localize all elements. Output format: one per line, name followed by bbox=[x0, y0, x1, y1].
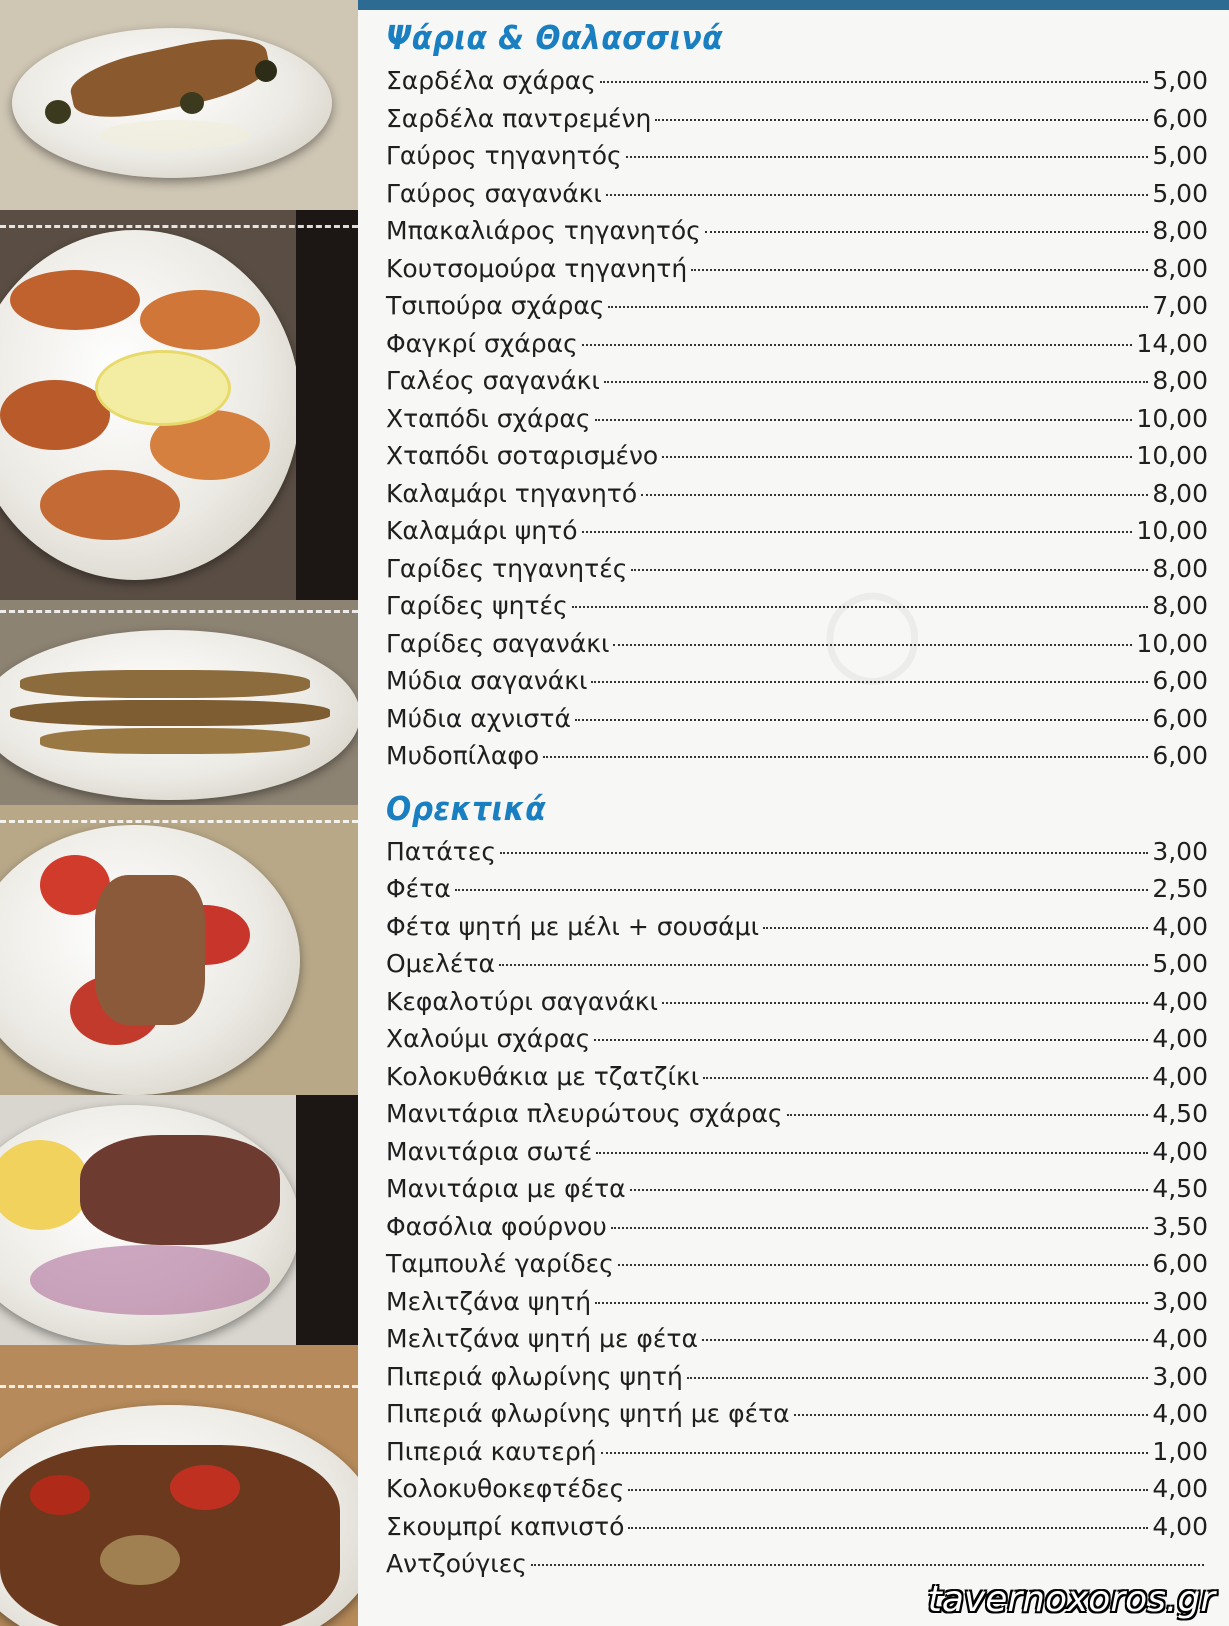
dot-leader bbox=[572, 606, 1149, 608]
menu-item-name: Μελιτζάνα ψητή bbox=[386, 1286, 592, 1316]
menu-item-price: 3,50 bbox=[1152, 1211, 1208, 1241]
menu-list bbox=[386, 833, 1208, 1583]
grilled-fish-photo bbox=[0, 0, 358, 210]
menu-item bbox=[386, 1245, 1208, 1283]
dot-leader bbox=[618, 1264, 1149, 1266]
top-bar bbox=[358, 0, 1229, 10]
dot-leader bbox=[455, 889, 1149, 891]
menu-item bbox=[386, 475, 1208, 513]
photo-divider bbox=[0, 225, 358, 228]
photo-divider bbox=[0, 820, 358, 823]
menu-item-name: Μπακαλιάρος τηγανητός bbox=[386, 216, 701, 245]
menu-item-price: 4,00 bbox=[1152, 1399, 1208, 1428]
menu-item bbox=[386, 287, 1208, 325]
menu-item-price: 4,00 bbox=[1152, 1474, 1208, 1503]
menu-item-name: Γαύρος τηγανητός bbox=[386, 141, 622, 170]
menu-item-price: 4,00 bbox=[1152, 1024, 1208, 1053]
dot-leader bbox=[662, 456, 1132, 458]
menu-item-price: 8,00 bbox=[1152, 253, 1208, 283]
menu-item-price: 8,00 bbox=[1152, 591, 1208, 620]
dot-leader bbox=[600, 81, 1148, 83]
menu-item-price: 10,00 bbox=[1136, 441, 1208, 470]
menu-section-seafood bbox=[386, 14, 1208, 775]
dot-leader bbox=[613, 644, 1132, 646]
dot-leader bbox=[606, 194, 1148, 196]
menu-item-price: 5,00 bbox=[1152, 66, 1208, 95]
menu-item-name: Γαύρος σαγανάκι bbox=[386, 178, 602, 208]
dot-leader bbox=[703, 1077, 1148, 1079]
site-watermark: tavernoxoros.gr bbox=[927, 1579, 1215, 1620]
menu-item-price: 3,00 bbox=[1152, 1361, 1208, 1391]
menu-item-price: 10,00 bbox=[1136, 628, 1208, 658]
fried-anchovies-photo bbox=[0, 600, 358, 805]
menu-item-name: Σαρδέλα σχάρας bbox=[386, 66, 596, 95]
dot-leader bbox=[641, 494, 1148, 496]
menu-item bbox=[386, 1358, 1208, 1396]
menu-item bbox=[386, 1508, 1208, 1546]
menu-list bbox=[386, 62, 1208, 775]
dot-leader bbox=[531, 1564, 1204, 1566]
menu-item bbox=[386, 1095, 1208, 1133]
dot-leader bbox=[582, 531, 1133, 533]
menu-item-price: 1,00 bbox=[1152, 1436, 1208, 1466]
menu-item bbox=[386, 1208, 1208, 1246]
menu-item bbox=[386, 1395, 1208, 1433]
menu-item-name: Σαρδέλα παντρεμένη bbox=[386, 103, 652, 133]
menu-item bbox=[386, 1058, 1208, 1096]
dot-leader bbox=[582, 344, 1133, 346]
dot-leader bbox=[631, 569, 1148, 571]
menu-item-name: Φασόλια φούρνου bbox=[386, 1211, 607, 1241]
menu-item bbox=[386, 362, 1208, 400]
menu-item-name: Καλαμάρι τηγανητό bbox=[386, 478, 638, 508]
menu-item bbox=[386, 325, 1208, 363]
menu-item-price: 6,00 bbox=[1152, 741, 1208, 770]
dot-leader bbox=[611, 1227, 1149, 1229]
photo-divider bbox=[0, 1385, 358, 1388]
menu-item bbox=[386, 550, 1208, 588]
menu-item bbox=[386, 437, 1208, 475]
menu-item-price: 3,00 bbox=[1152, 1286, 1208, 1316]
menu-item bbox=[386, 137, 1208, 175]
menu-item-name: Πιπεριά φλωρίνης ψητή bbox=[386, 1361, 683, 1391]
dot-leader bbox=[543, 756, 1148, 758]
menu-item bbox=[386, 870, 1208, 908]
menu bbox=[386, 14, 1208, 1583]
dark-strip bbox=[296, 1095, 358, 1345]
menu-item-price: 4,50 bbox=[1152, 1174, 1208, 1203]
menu-item-price: 4,50 bbox=[1152, 1099, 1208, 1128]
photo-divider bbox=[0, 610, 358, 613]
menu-item-price: 4,00 bbox=[1152, 1511, 1208, 1541]
eggplant-rolls-photo bbox=[0, 805, 358, 1095]
menu-item-name: Πιπεριά φλωρίνης ψητή με φέτα bbox=[386, 1399, 790, 1428]
menu-item-price: 14,00 bbox=[1136, 328, 1208, 358]
section-title: Ψάρια & Θαλασσινά bbox=[386, 18, 724, 57]
menu-item-name: Μύδια σαγανάκι bbox=[386, 666, 588, 695]
menu-item-name: Γαρίδες ψητές bbox=[386, 591, 568, 620]
menu-item-price: 4,00 bbox=[1152, 986, 1208, 1016]
menu-item bbox=[386, 908, 1208, 946]
menu-item-name: Κολοκυθοκεφτέδες bbox=[386, 1474, 625, 1503]
menu-item bbox=[386, 1433, 1208, 1471]
menu-item bbox=[386, 700, 1208, 738]
menu-item-name: Πατάτες bbox=[386, 836, 497, 866]
menu-item bbox=[386, 62, 1208, 100]
dot-leader bbox=[608, 306, 1148, 308]
menu-item-name: Φαγκρί σχάρας bbox=[386, 328, 578, 358]
menu-item-name: Χαλούμι σχάρας bbox=[386, 1024, 591, 1053]
menu-item-name: Γαλέος σαγανάκι bbox=[386, 366, 600, 395]
dot-leader bbox=[662, 1002, 1148, 1004]
menu-item bbox=[386, 983, 1208, 1021]
menu-item bbox=[386, 100, 1208, 138]
menu-item bbox=[386, 1283, 1208, 1321]
dot-leader bbox=[601, 1452, 1149, 1454]
menu-item bbox=[386, 1470, 1208, 1508]
menu-item-price: 8,00 bbox=[1152, 366, 1208, 395]
menu-item bbox=[386, 1545, 1208, 1583]
menu-item-name: Τσιπούρα σχάρας bbox=[386, 291, 605, 320]
menu-item bbox=[386, 625, 1208, 663]
menu-item bbox=[386, 945, 1208, 983]
menu-item bbox=[386, 587, 1208, 625]
menu-item-price: 4,00 bbox=[1152, 1324, 1208, 1353]
menu-item-name: Μυδοπίλαφο bbox=[386, 741, 540, 770]
menu-item-name: Κολοκυθάκια με τζατζίκι bbox=[386, 1061, 700, 1091]
menu-item bbox=[386, 737, 1208, 775]
menu-item-price: 2,50 bbox=[1152, 874, 1208, 903]
dot-leader bbox=[794, 1414, 1149, 1416]
menu-item-price: 5,00 bbox=[1152, 141, 1208, 170]
menu-item-name: Γαρίδες τηγανητές bbox=[386, 553, 628, 583]
menu-item bbox=[386, 175, 1208, 213]
menu-item-price: 6,00 bbox=[1152, 666, 1208, 695]
dot-leader bbox=[575, 719, 1148, 721]
menu-item bbox=[386, 250, 1208, 288]
menu-item bbox=[386, 400, 1208, 438]
section-title: Ορεκτικά bbox=[386, 788, 547, 828]
menu-item-price: 10,00 bbox=[1136, 403, 1208, 433]
menu-item-name: Κουτσομούρα τηγανητή bbox=[386, 253, 688, 283]
photo-column bbox=[0, 0, 358, 1626]
menu-item-price: 3,00 bbox=[1152, 836, 1208, 866]
dot-leader bbox=[596, 1152, 1148, 1154]
menu-item-price: 10,00 bbox=[1136, 516, 1208, 545]
menu-item-name: Κεφαλοτύρι σαγανάκι bbox=[386, 986, 658, 1016]
menu-item-name: Γαρίδες σαγανάκι bbox=[386, 628, 610, 658]
dot-leader bbox=[630, 1189, 1149, 1191]
menu-item-name: Χταπόδι σοταρισμένο bbox=[386, 441, 659, 470]
menu-item bbox=[386, 212, 1208, 250]
dot-leader bbox=[655, 119, 1148, 121]
menu-item-name: Ομελέτα bbox=[386, 949, 495, 978]
menu-item-name: Χταπόδι σχάρας bbox=[386, 403, 591, 433]
menu-item-name: Μανιτάρια με φέτα bbox=[386, 1174, 626, 1203]
menu-item-price: 8,00 bbox=[1152, 216, 1208, 245]
menu-item-name: Μανιτάρια σωτέ bbox=[386, 1136, 593, 1166]
dot-leader bbox=[626, 156, 1149, 158]
dot-leader bbox=[628, 1489, 1148, 1491]
dot-leader bbox=[763, 927, 1148, 929]
menu-item-price: 7,00 bbox=[1152, 291, 1208, 320]
menu-section-appetizers bbox=[386, 785, 1208, 1583]
dot-leader bbox=[702, 1339, 1148, 1341]
dot-leader bbox=[687, 1377, 1149, 1379]
menu-item-price: 8,00 bbox=[1152, 553, 1208, 583]
menu-item-name: Πιπεριά καυτερή bbox=[386, 1436, 597, 1466]
background-decoration: ○ bbox=[820, 560, 925, 699]
dot-leader bbox=[595, 419, 1133, 421]
dot-leader bbox=[787, 1114, 1149, 1116]
menu-item-price: 8,00 bbox=[1152, 478, 1208, 508]
dot-leader bbox=[500, 852, 1148, 854]
dot-leader bbox=[595, 1302, 1148, 1304]
menu-item-name: Σκουμπρί καπνιστό bbox=[386, 1511, 625, 1541]
menu-item bbox=[386, 1020, 1208, 1058]
menu-item-name: Καλαμάρι ψητό bbox=[386, 516, 578, 545]
dot-leader bbox=[705, 231, 1148, 233]
menu-item-price: 5,00 bbox=[1152, 178, 1208, 208]
menu-item bbox=[386, 512, 1208, 550]
dark-strip bbox=[296, 210, 358, 600]
menu-item-name: Μανιτάρια πλευρώτους σχάρας bbox=[386, 1099, 783, 1128]
menu-item bbox=[386, 833, 1208, 871]
dot-leader bbox=[594, 1039, 1148, 1041]
dot-leader bbox=[628, 1527, 1148, 1529]
menu-item bbox=[386, 1170, 1208, 1208]
menu-item bbox=[386, 1133, 1208, 1171]
menu-item bbox=[386, 662, 1208, 700]
menu-item-price: 6,00 bbox=[1152, 703, 1208, 733]
menu-item-price: 4,00 bbox=[1152, 911, 1208, 941]
menu-item bbox=[386, 1320, 1208, 1358]
menu-item-name: Φέτα bbox=[386, 874, 451, 903]
menu-item-name: Αντζούγιες bbox=[386, 1549, 527, 1578]
menu-item-price: 6,00 bbox=[1152, 1249, 1208, 1278]
dot-leader bbox=[691, 269, 1148, 271]
menu-item-price: 4,00 bbox=[1152, 1136, 1208, 1166]
menu-item-name: Ταμπουλέ γαρίδες bbox=[386, 1249, 614, 1278]
menu-item-price: 4,00 bbox=[1152, 1061, 1208, 1091]
dot-leader bbox=[499, 964, 1148, 966]
menu-item-name: Μελιτζάνα ψητή με φέτα bbox=[386, 1324, 698, 1353]
dot-leader bbox=[591, 681, 1148, 683]
menu-item-price: 6,00 bbox=[1152, 103, 1208, 133]
menu-item-price: 5,00 bbox=[1152, 949, 1208, 978]
menu-item-name: Μύδια αχνιστά bbox=[386, 703, 571, 733]
menu-item-name: Φέτα ψητή με μέλι + σουσάμι bbox=[386, 911, 760, 941]
dot-leader bbox=[604, 381, 1148, 383]
